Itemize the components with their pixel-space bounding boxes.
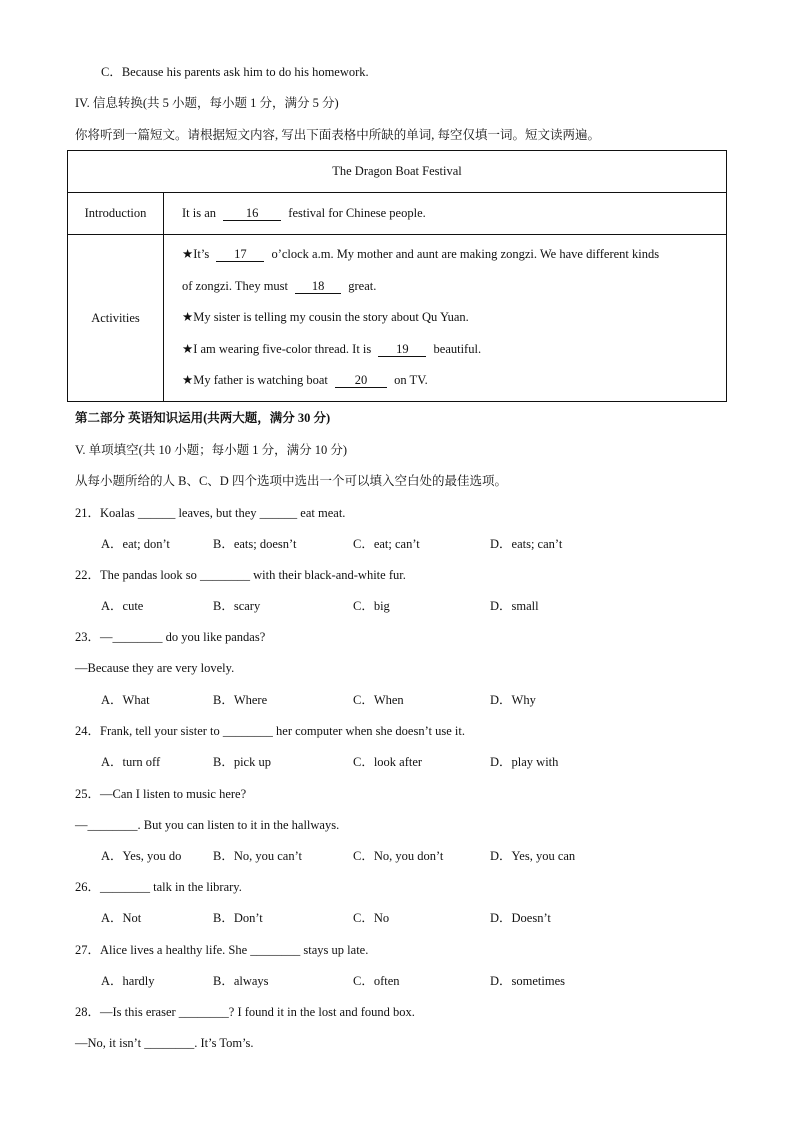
q21-option-d[interactable]: D．eats; can’t	[490, 537, 563, 551]
q26-option-a[interactable]: A．Not	[101, 911, 142, 925]
question-25-stem: 25．—Can I listen to music here?	[75, 787, 247, 801]
question-21-stem: 21．Koalas ______ leaves, but they ______ eat meat.	[75, 506, 346, 520]
question-23-follow: —Because they are very lovely.	[75, 661, 235, 675]
q26-option-d[interactable]: D．Doesn’t	[490, 911, 551, 925]
question-28-stem: 28．—Is this eraser ________? I found it in the lost and found box.	[75, 1005, 415, 1019]
q22-option-a[interactable]: A．cute	[101, 599, 144, 613]
q24-option-d[interactable]: D．play with	[490, 755, 559, 769]
q25-option-d[interactable]: D．Yes, you can	[490, 849, 576, 863]
q23-option-c[interactable]: C．When	[353, 693, 404, 707]
q27-option-d[interactable]: D．sometimes	[490, 974, 565, 988]
previous-option-c: C．Because his parents ask him to do his homework.	[101, 65, 369, 79]
q27-option-b[interactable]: B．always	[213, 974, 269, 988]
info-table	[67, 150, 727, 402]
q24-option-a[interactable]: A．turn off	[101, 755, 161, 769]
question-26-stem: 26．________ talk in the library.	[75, 880, 242, 894]
question-27-stem: 27．Alice lives a healthy life. She ________ stays up late.	[75, 943, 369, 957]
blank-16: 16	[223, 206, 281, 221]
q23-option-a[interactable]: A．What	[101, 693, 150, 707]
q23-option-d[interactable]: D．Why	[490, 693, 536, 707]
q26-option-c[interactable]: C．No	[353, 911, 390, 925]
activities-content	[164, 235, 727, 402]
q25-option-a[interactable]: A．Yes, you do	[101, 849, 182, 863]
q21-option-c[interactable]: C．eat; can’t	[353, 537, 420, 551]
q23-option-b[interactable]: B．Where	[213, 693, 268, 707]
activities-label: Activities	[68, 235, 164, 402]
blank-17: 17	[216, 247, 264, 262]
q22-option-b[interactable]: B．scary	[213, 599, 261, 613]
activity-line: ★I am wearing five-color thread. It is 19 beautiful.	[182, 341, 482, 356]
q21-option-a[interactable]: A．eat; don’t	[101, 537, 170, 551]
q24-option-c[interactable]: C．look after	[353, 755, 423, 769]
q26-option-b[interactable]: B．Don’t	[213, 911, 263, 925]
table-title: The Dragon Boat Festival	[68, 151, 727, 193]
question-23-stem: 23．—________ do you like pandas?	[75, 630, 266, 644]
question-24-stem: 24．Frank, tell your sister to ________ her computer when she doesn’t use it.	[75, 724, 465, 738]
blank-20: 20	[335, 373, 387, 388]
section-4-heading: IV. 信息转换(共 5 小题，每小题 1 分，满分 5 分)	[75, 96, 339, 110]
intro-content: It is an 16 festival for Chinese people.	[164, 193, 727, 235]
blank-18: 18	[295, 279, 341, 294]
blank-19: 19	[378, 342, 426, 357]
q22-option-c[interactable]: C．big	[353, 599, 390, 613]
section-5-instruction: 从每小题所给的人 B、C、D 四个选项中选出一个可以填入空白处的最佳选项。	[75, 474, 507, 488]
intro-label: Introduction	[68, 193, 164, 235]
activity-line: of zongzi. They must 18 great.	[182, 278, 377, 293]
section-4-instruction: 你将听到一篇短文。请根据短文内容, 写出下面表格中所缺的单词, 每空仅填一词。短文读两遍。	[75, 128, 601, 142]
q21-option-b[interactable]: B．eats; doesn’t	[213, 537, 297, 551]
q27-option-a[interactable]: A．hardly	[101, 974, 155, 988]
question-28-follow: —No, it isn’t ________. It’s Tom’s.	[75, 1036, 254, 1050]
activity-line: ★My father is watching boat 20 on TV.	[182, 373, 428, 388]
q25-option-b[interactable]: B．No, you can’t	[213, 849, 302, 863]
q25-option-c[interactable]: C．No, you don’t	[353, 849, 444, 863]
section-5-heading: V. 单项填空(共 10 小题；每小题 1 分，满分 10 分)	[75, 443, 347, 457]
activity-line: ★My sister is telling my cousin the story about Qu Yuan.	[182, 310, 469, 325]
q27-option-c[interactable]: C．often	[353, 974, 400, 988]
part-2-heading: 第二部分 英语知识运用(共两大题，满分 30 分)	[75, 411, 331, 425]
q24-option-b[interactable]: B．pick up	[213, 755, 271, 769]
question-25-follow: —________. But you can listen to it in the hallways.	[75, 818, 340, 832]
activity-line: ★It’s 17 o’clock a.m. My mother and aunt are making zongzi. We have different kinds	[182, 247, 660, 262]
q22-option-d[interactable]: D．small	[490, 599, 539, 613]
question-22-stem: 22．The pandas look so ________ with their black-and-white fur.	[75, 568, 406, 582]
